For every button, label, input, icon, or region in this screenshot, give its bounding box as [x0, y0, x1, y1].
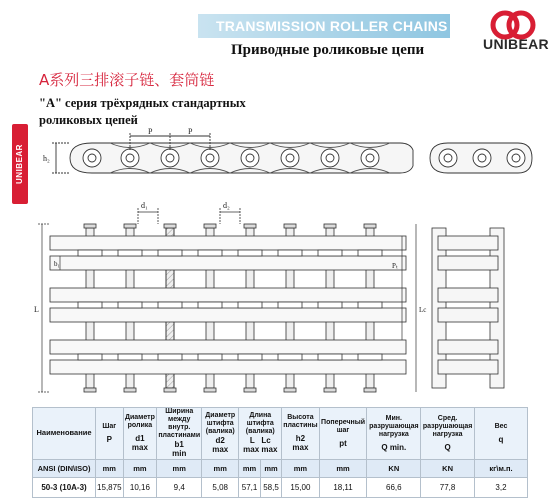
row-name: 50-3 (10A-3): [33, 477, 96, 497]
pitch-label-2: P: [188, 128, 193, 136]
header-step: Шаг P: [96, 408, 123, 460]
pin-length-c-label: Lc: [419, 306, 427, 314]
header-weight: Вес q: [474, 408, 527, 460]
unit-min-load: KN: [367, 459, 421, 477]
unit-step: mm: [96, 459, 123, 477]
row-roller-dia: 10,16: [123, 477, 157, 497]
plate-height-label: h₂: [43, 154, 50, 163]
row-pin-dia: 5,08: [202, 477, 239, 497]
standard-cell: ANSI (DIN\ISO): [33, 459, 96, 477]
chain-plan-view: [50, 224, 406, 392]
series-title-cn: A系列三排滚子链、套筒链: [39, 71, 215, 89]
table-row: [33, 477, 528, 497]
unibear-logo-icon: [476, 8, 552, 62]
header-min-load: Мин. разрушающая нагрузка Q min.: [367, 408, 421, 460]
unit-pin-dia: mm: [202, 459, 239, 477]
unit-roller-dia: mm: [123, 459, 157, 477]
roller-dia-label: d₁: [141, 201, 148, 210]
unit-avg-load: KN: [421, 459, 475, 477]
table-units-row: [33, 459, 528, 477]
pin-dia-label: d₂: [223, 201, 230, 210]
brand-name: UNIBEAR: [483, 36, 549, 52]
unit-pin-L: mm: [239, 459, 260, 477]
header-roller-dia: Диаметр ролика d1 max: [123, 408, 157, 460]
header-inner-width: Ширина между внутр. пластинами b1 min: [158, 408, 201, 459]
series-title-ru-line1: "А" серия трёхрядных стандартных: [39, 96, 246, 110]
row-avg-load: 77,8: [421, 477, 475, 497]
unit-inner-width: mm: [157, 459, 202, 477]
header-pin-length: Длина штифта (валика) L Lc max max: [239, 408, 282, 460]
series-title-ru-line2: роликовых цепей: [39, 113, 138, 127]
chain-technical-drawing: [30, 128, 560, 398]
inner-width-label: b₁: [54, 260, 60, 268]
pitch-label-1: P: [148, 128, 153, 136]
subtitle-ru: Приводные роликовые цепи: [231, 42, 425, 58]
row-step: 15,875: [96, 477, 123, 497]
row-pin-Lc: 58,5: [260, 477, 281, 497]
row-transverse: 18,11: [319, 477, 367, 497]
unit-weight: кг\м.п.: [474, 459, 527, 477]
unit-pin-Lc: mm: [260, 459, 281, 477]
pin-length-label: L: [34, 305, 39, 314]
row-min-load: 66,6: [367, 477, 421, 497]
unit-transverse: mm: [319, 459, 367, 477]
chain-end-view: [430, 143, 532, 173]
row-pin-L: 57,1: [239, 477, 260, 497]
transverse-pitch-label: Pₜ: [392, 262, 398, 270]
chain-side-view: [52, 133, 413, 173]
header-transverse: Поперечный шаг pt: [319, 408, 367, 460]
side-tab-label: UNIBEAR: [15, 144, 24, 184]
row-weight: 3,2: [474, 477, 527, 497]
header-name: Наименование: [33, 408, 96, 460]
row-plate-height: 15,00: [282, 477, 319, 497]
row-inner-width: 9,4: [157, 477, 202, 497]
side-brand-tab: [12, 124, 28, 204]
header-pin-dia: Диаметр штифта (валика) d2 max: [202, 408, 239, 460]
spec-table: [32, 407, 528, 498]
table-header-row: [33, 408, 528, 460]
header-avg-load: Сред. разрушающая нагрузка Q: [421, 408, 475, 460]
banner-title: TRANSMISSION ROLLER CHAINS: [216, 18, 448, 34]
side-link-detail: [432, 228, 504, 388]
unit-plate-height: mm: [282, 459, 319, 477]
header-plate-height: Высота пластины h2 max: [282, 408, 319, 460]
